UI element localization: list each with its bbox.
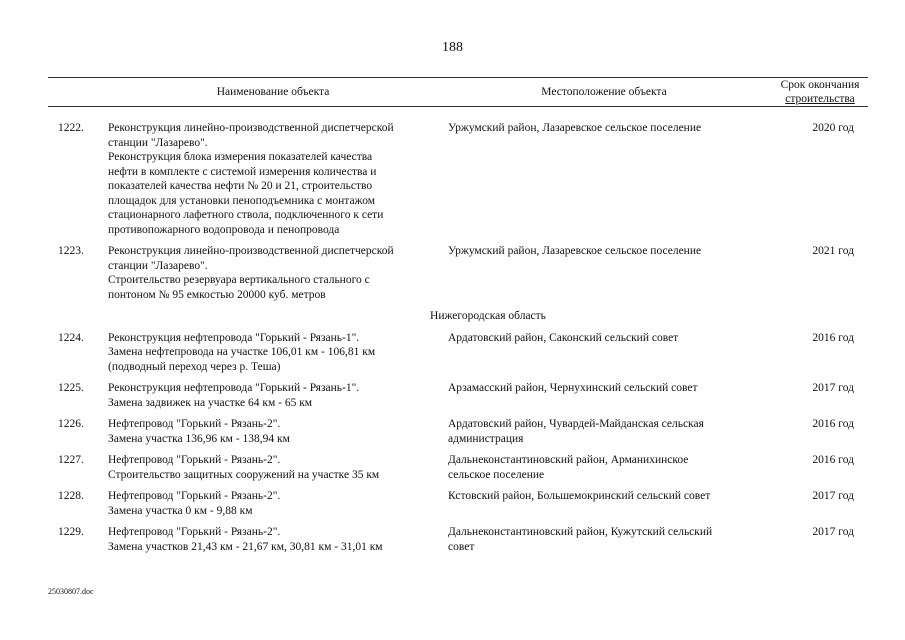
object-name-line: нефти в комплекте с системой измерения количества и (108, 165, 377, 178)
completion-term: 2020 год (812, 122, 854, 134)
object-location-line: Арзамасский район, Чернухинский сельский совет (448, 382, 698, 394)
object-name-line: Реконструкция блока измерения показателей качества (108, 151, 373, 163)
row-number: 1227. (58, 454, 84, 466)
object-name-line: (подводный переход через р. Теша) (108, 360, 281, 373)
object-name-line: Замена нефтепровода на участке 106,01 км - 106,81 км (108, 346, 376, 358)
object-location-line: Ардатовский район, Чувардей-Майданская сельская (448, 418, 704, 430)
object-location (446, 489, 766, 518)
object-location (446, 453, 766, 482)
row-number: 1224. (58, 331, 84, 344)
completion-term: 2017 год (812, 490, 854, 502)
row-number: 1226. (58, 418, 84, 430)
completion-term: 2017 год (812, 526, 854, 538)
completion-term: 2021 год (812, 245, 854, 257)
object-location (446, 121, 766, 237)
file-name-footer: 25030807.doc (48, 587, 94, 596)
object-name-line: Нефтепровод "Горький - Рязань-2". (108, 526, 281, 538)
object-location (446, 331, 766, 375)
table-row (58, 381, 878, 410)
object-name (108, 453, 446, 482)
object-name (108, 525, 446, 554)
completion-term: 2017 год (812, 382, 854, 394)
object-name-line: показателей качества нефти № 20 и 21, строительство (108, 180, 373, 192)
completion-term: 2016 год (812, 418, 854, 430)
completion-term: 2016 год (812, 454, 854, 466)
object-name-line: станции "Лазарево". (108, 259, 208, 272)
table-row (58, 453, 878, 482)
object-name-line: Реконструкция нефтепровода "Горький - Рязань-1". (108, 331, 360, 344)
object-name (108, 417, 446, 446)
object-name-line: Замена задвижек на участке 64 км - 65 км (108, 396, 313, 409)
header-name: Наименование объекта (216, 86, 330, 98)
header-location: Местоположение объекта (541, 86, 667, 98)
table-top-rule (48, 77, 868, 78)
table-row (58, 121, 878, 237)
table-row (58, 331, 878, 375)
row-number: 1229. (58, 526, 84, 538)
object-name-line: площадок для установки пеноподъемника с монтажом (108, 194, 376, 207)
object-location (446, 525, 766, 554)
object-location-line: администрация (448, 432, 524, 445)
table-row (58, 525, 878, 554)
object-location-line: Ардатовский район, Саконский сельский совет (448, 331, 679, 344)
table-body (58, 121, 878, 554)
object-name (108, 489, 446, 518)
header-term (770, 78, 870, 106)
object-name-line: Реконструкция линейно-производственной диспетчерской (108, 122, 394, 134)
object-name-line: Реконструкция линейно-производственной диспетчерской (108, 245, 394, 257)
table-row (58, 417, 878, 446)
object-name-line: Строительство резервуара вертикального стального с (108, 274, 370, 286)
object-name-line: понтоном № 95 емкостью 20000 куб. метров (108, 288, 326, 301)
completion-term: 2016 год (812, 331, 854, 344)
object-location-line: Дальнеконстантиновский район, Кужутский сельский (448, 526, 713, 538)
object-location (446, 244, 766, 302)
table-header-rule (48, 106, 868, 107)
header-term-line1: Срок окончания (780, 79, 860, 91)
object-name-line: Нефтепровод "Горький - Рязань-2". (108, 490, 281, 502)
object-name-line: Нефтепровод "Горький - Рязань-2". (108, 418, 281, 430)
page-number: 188 (442, 40, 463, 55)
object-location-line: Кстовский район, Большемокринский сельский совет (448, 490, 711, 502)
object-name-line: стационарного лафетного ствола, подключенного к сети (108, 209, 384, 221)
object-location-line: Дальнеконстантиновский район, Арманихинское (448, 454, 689, 466)
object-location-line: Уржумский район, Лазаревское сельское поселение (448, 122, 702, 134)
region-heading: Нижегородская область (430, 310, 546, 322)
object-name-line: станции "Лазарево". (108, 136, 208, 149)
object-name (108, 244, 446, 302)
row-number: 1225. (58, 382, 84, 394)
object-name-line: Замена участка 0 км - 9,88 км (108, 504, 253, 517)
object-name-line: Замена участка 136,96 км - 138,94 км (108, 432, 290, 445)
object-location-line: совет (448, 540, 475, 553)
row-number: 1223. (58, 245, 84, 257)
row-number: 1222. (58, 122, 84, 134)
header-term-line2: строительства (785, 93, 855, 105)
object-location (446, 381, 766, 410)
table-row (58, 489, 878, 518)
object-name-line: Реконструкция нефтепровода "Горький - Рязань-1". (108, 382, 360, 394)
object-location-line: Уржумский район, Лазаревское сельское поселение (448, 245, 702, 257)
object-name (108, 121, 446, 237)
object-name-line: противопожарного водопровода и пенопровода (108, 223, 340, 236)
row-number: 1228. (58, 490, 84, 502)
object-location-line: сельское поселение (448, 468, 545, 481)
object-name (108, 331, 446, 375)
object-name (108, 381, 446, 410)
table-row (58, 244, 878, 302)
object-name-line: Нефтепровод "Горький - Рязань-2". (108, 454, 281, 466)
object-name-line: Замена участков 21,43 км - 21,67 км, 30,81 км - 31,01 км (108, 540, 383, 553)
object-location (446, 417, 766, 446)
object-name-line: Строительство защитных сооружений на участке 35 км (108, 468, 380, 481)
